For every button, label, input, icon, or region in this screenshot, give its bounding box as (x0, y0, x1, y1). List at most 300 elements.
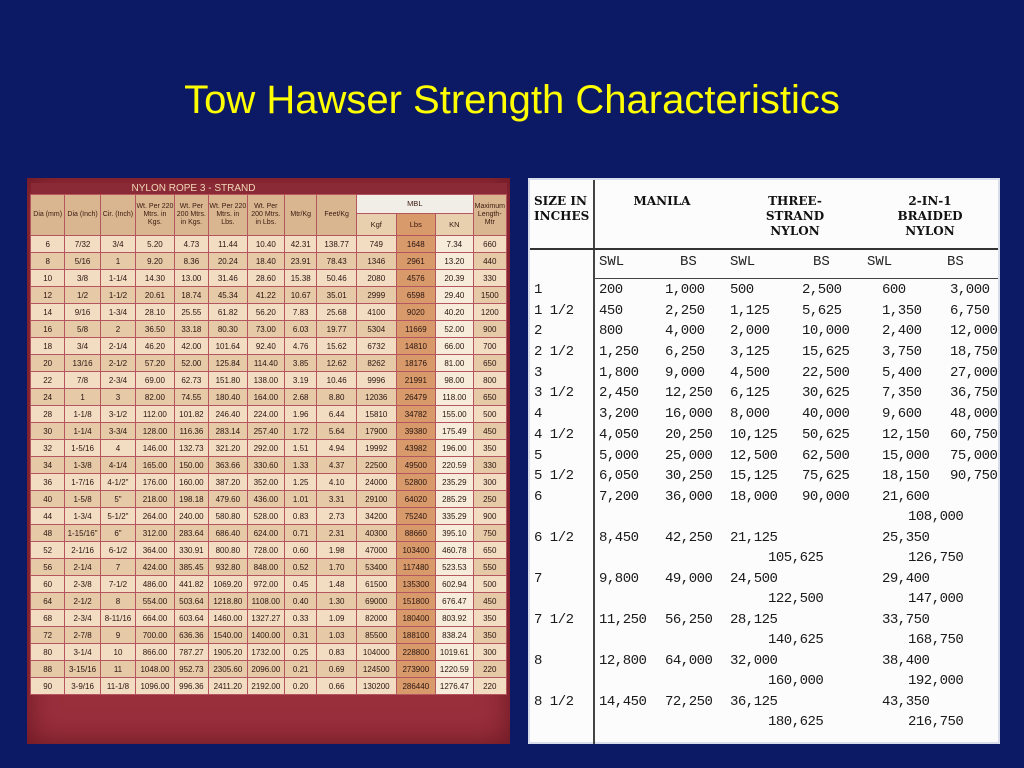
mbl-sub-header: Kgf (356, 214, 396, 236)
table-cell: 135300 (396, 576, 436, 593)
value-cell: 7,350 (882, 385, 922, 402)
value-cell: 12,250 (665, 385, 713, 402)
table-cell: 138.77 (317, 236, 357, 253)
table-cell: 4-1/4 (100, 457, 135, 474)
value-cell: 6,250 (665, 344, 705, 361)
table-cell: 34 (31, 457, 65, 474)
table-cell: 23.91 (285, 253, 317, 270)
table-cell: 686.40 (209, 525, 248, 542)
table-cell: 1.51 (285, 440, 317, 457)
sub-bs: BS (947, 254, 964, 270)
table-cell: 1905.20 (209, 644, 248, 661)
table-cell: 4.76 (285, 338, 317, 355)
table-cell: 1069.20 (209, 576, 248, 593)
table-cell: 3.19 (285, 372, 317, 389)
table-cell: 128.00 (136, 423, 175, 440)
header-manila: MANILA (633, 194, 691, 208)
value-cell: 12,150 (882, 426, 930, 443)
slide-title: Tow Hawser Strength Characteristics (184, 78, 840, 122)
table-cell: 7/32 (65, 236, 100, 253)
table-cell: 20.24 (209, 253, 248, 270)
sub-bs: BS (813, 254, 830, 270)
table-cell: 36.50 (136, 321, 175, 338)
table-cell: 800.80 (209, 542, 248, 559)
table-cell: 15.62 (317, 338, 357, 355)
size-cell: 2 (534, 323, 542, 340)
table-row (31, 355, 507, 372)
sub-swl: SWL (730, 254, 756, 270)
table-cell: 220 (473, 661, 506, 678)
table-cell: 3-9/16 (65, 678, 100, 695)
value-cell: 108,000 (908, 508, 964, 525)
table-cell: 364.00 (136, 542, 175, 559)
table-cell: 550 (473, 559, 506, 576)
table-cell: 952.73 (174, 661, 208, 678)
value-cell: 27,000 (950, 364, 998, 381)
table-cell: 6-1/2 (100, 542, 135, 559)
table-cell: 1019.61 (436, 644, 473, 661)
value-cell: 18,150 (882, 468, 930, 485)
table-row (31, 457, 507, 474)
value-cell: 11,250 (599, 611, 647, 628)
table-cell: 24 (31, 389, 65, 406)
table-cell: 13.20 (436, 253, 473, 270)
table-cell: 78.43 (317, 253, 357, 270)
table-cell: 4 (100, 440, 135, 457)
table-cell: 104000 (356, 644, 396, 661)
table-cell: 125.84 (209, 355, 248, 372)
value-cell: 4,050 (599, 426, 639, 443)
table-cell: 330.60 (247, 457, 284, 474)
table-cell: 4.73 (174, 236, 208, 253)
table-cell: 10.40 (247, 236, 284, 253)
value-cell: 36,000 (665, 488, 713, 505)
table-cell: 2411.20 (209, 678, 248, 695)
table-row (31, 593, 507, 610)
value-cell: 72,250 (665, 693, 713, 710)
table-cell: 72 (31, 627, 65, 644)
table-cell: 18.74 (174, 287, 208, 304)
table-cell: 11.44 (209, 236, 248, 253)
table-cell: 48 (31, 525, 65, 542)
table-cell: 14.30 (136, 270, 175, 287)
table-cell: 3/8 (65, 270, 100, 287)
value-cell: 192,000 (908, 672, 964, 689)
table-row (530, 301, 998, 322)
table-cell: 8 (100, 593, 135, 610)
table-cell: 728.00 (247, 542, 284, 559)
table-cell: 350 (473, 627, 506, 644)
value-cell: 15,625 (802, 344, 850, 361)
table-cell: 40300 (356, 525, 396, 542)
table-row (31, 423, 507, 440)
table-cell: 3/4 (100, 236, 135, 253)
header-three-strand-nylon: THREE-STRAND NYLON (765, 194, 825, 238)
table-cell: 1-3/4 (65, 508, 100, 525)
table-cell: 41.22 (247, 287, 284, 304)
table-cell: 996.36 (174, 678, 208, 695)
table-cell: 1.33 (285, 457, 317, 474)
table-cell: 1048.00 (136, 661, 175, 678)
table-row (31, 406, 507, 423)
col-header: Maximum Length-Mtr (473, 195, 506, 236)
table-cell: 700.00 (136, 627, 175, 644)
header-braided-nylon: 2-IN-1 BRAIDED NYLON (897, 194, 963, 238)
table-row (31, 610, 507, 627)
value-cell: 38,400 (882, 652, 930, 669)
table-cell: 8262 (356, 355, 396, 372)
value-cell: 4,500 (730, 364, 770, 381)
table-cell: 285.29 (436, 491, 473, 508)
table-cell: 500 (473, 406, 506, 423)
table-row (530, 425, 998, 446)
value-cell: 600 (882, 282, 906, 298)
table-cell: 19992 (356, 440, 396, 457)
table-cell: 34782 (396, 406, 436, 423)
table-cell: 972.00 (247, 576, 284, 593)
value-cell: 36,125 (730, 693, 778, 710)
table-cell: 4576 (396, 270, 436, 287)
table-cell: 12036 (356, 389, 396, 406)
table-cell: 64 (31, 593, 65, 610)
value-cell: 450 (599, 302, 623, 319)
table-cell: 10.67 (285, 287, 317, 304)
table-cell: 176.00 (136, 474, 175, 491)
table-cell: 1327.27 (247, 610, 284, 627)
right-table-subheader (595, 248, 998, 279)
table-cell: 9020 (396, 304, 436, 321)
value-cell: 800 (599, 323, 623, 340)
table-cell: 61500 (356, 576, 396, 593)
table-cell: 26479 (396, 389, 436, 406)
value-cell: 5,625 (802, 302, 842, 319)
table-cell: 650 (473, 389, 506, 406)
table-cell: 7 (100, 559, 135, 576)
table-cell: 2-3/8 (65, 576, 100, 593)
value-cell: 36,750 (950, 385, 998, 402)
table-cell: 10.46 (317, 372, 357, 389)
value-cell: 22,500 (802, 364, 850, 381)
table-cell: 1.09 (317, 610, 357, 627)
table-row (31, 304, 507, 321)
table-cell: 283.64 (174, 525, 208, 542)
value-cell: 5,400 (882, 364, 922, 381)
table-cell: 0.31 (285, 627, 317, 644)
value-cell: 8,000 (730, 406, 770, 423)
table-cell: 69.00 (136, 372, 175, 389)
value-cell: 25,350 (882, 529, 930, 546)
table-cell: 5" (100, 491, 135, 508)
table-cell: 60 (31, 576, 65, 593)
size-cell: 5 (534, 447, 542, 464)
table-cell: 29100 (356, 491, 396, 508)
table-cell: 3-3/4 (100, 423, 135, 440)
value-cell: 43,350 (882, 693, 930, 710)
table-cell: 40 (31, 491, 65, 508)
table-cell: 5304 (356, 321, 396, 338)
table-row (31, 440, 507, 457)
table-cell: 188100 (396, 627, 436, 644)
table-cell: 11669 (396, 321, 436, 338)
table-cell: 9996 (356, 372, 396, 389)
value-cell: 200 (599, 282, 623, 298)
table-cell: 196.00 (436, 440, 473, 457)
table-row (31, 253, 507, 270)
value-cell: 29,400 (882, 570, 930, 587)
table-cell: 1 (100, 253, 135, 270)
table-cell: 3.85 (285, 355, 317, 372)
table-cell: 1.03 (317, 627, 357, 644)
table-cell: 1.72 (285, 423, 317, 440)
table-cell: 90 (31, 678, 65, 695)
table-cell: 450 (473, 593, 506, 610)
table-cell: 101.64 (209, 338, 248, 355)
table-cell: 75240 (396, 508, 436, 525)
table-cell: 1-1/4 (65, 423, 100, 440)
value-cell: 6,125 (730, 385, 770, 402)
table-cell: 3.31 (317, 491, 357, 508)
value-cell: 75,000 (950, 447, 998, 464)
table-row (530, 383, 998, 404)
table-row (530, 446, 998, 467)
table-cell: 22 (31, 372, 65, 389)
table-cell: 479.60 (209, 491, 248, 508)
value-cell: 140,625 (768, 631, 824, 648)
table-cell: 218.00 (136, 491, 175, 508)
table-cell: 3-15/16 (65, 661, 100, 678)
table-cell: 8.80 (317, 389, 357, 406)
mbl-sub-header: Lbs (396, 214, 436, 236)
table-cell: 4.10 (317, 474, 357, 491)
table-cell: 52.00 (436, 321, 473, 338)
table-cell: 20.39 (436, 270, 473, 287)
value-cell: 12,800 (599, 652, 647, 669)
table-cell: 1500 (473, 287, 506, 304)
table-cell: 750 (473, 525, 506, 542)
value-cell: 24,500 (730, 570, 778, 587)
table-cell: 283.14 (209, 423, 248, 440)
table-cell: 180.40 (209, 389, 248, 406)
value-cell: 48,000 (950, 406, 998, 423)
table-cell: 6732 (356, 338, 396, 355)
table-cell: 1.01 (285, 491, 317, 508)
table-cell: 220.59 (436, 457, 473, 474)
value-cell: 42,250 (665, 529, 713, 546)
table-cell: 24000 (356, 474, 396, 491)
table-cell: 330 (473, 270, 506, 287)
value-cell: 105,625 (768, 549, 824, 566)
table-cell: 330.91 (174, 542, 208, 559)
table-cell: 34200 (356, 508, 396, 525)
table-row (530, 466, 998, 487)
table-cell: 387.20 (209, 474, 248, 491)
sub-swl: SWL (867, 254, 893, 270)
table-cell: 13.00 (174, 270, 208, 287)
table-row (31, 559, 507, 576)
table-cell: 98.00 (436, 372, 473, 389)
table-cell: 250 (473, 491, 506, 508)
table-cell: 18 (31, 338, 65, 355)
size-cell: 2 1/2 (534, 344, 574, 361)
table-cell: 9/16 (65, 304, 100, 321)
value-cell: 90,000 (802, 488, 850, 505)
table-row (31, 542, 507, 559)
table-row (31, 389, 507, 406)
value-cell: 15,000 (882, 447, 930, 464)
size-cell: 3 1/2 (534, 385, 574, 402)
table-cell: 866.00 (136, 644, 175, 661)
right-table-body (530, 280, 998, 730)
table-cell: 12 (31, 287, 65, 304)
value-cell: 21,125 (730, 529, 778, 546)
table-cell: 68 (31, 610, 65, 627)
table-cell: 624.00 (247, 525, 284, 542)
table-cell: 56.20 (247, 304, 284, 321)
table-cell: 33.18 (174, 321, 208, 338)
value-cell: 14,450 (599, 693, 647, 710)
col-header: Wt. Per 220 Mtrs. in Lbs. (209, 195, 248, 236)
table-cell: 1400.00 (247, 627, 284, 644)
table-cell: 5.64 (317, 423, 357, 440)
table-cell: 12.62 (317, 355, 357, 372)
value-cell: 21,600 (882, 488, 930, 505)
table-cell: 0.60 (285, 542, 317, 559)
table-cell: 1-5/8 (65, 491, 100, 508)
table-cell: 5/16 (65, 253, 100, 270)
table-cell: 2-1/4 (100, 338, 135, 355)
table-cell: 240.00 (174, 508, 208, 525)
table-cell: 1-1/4 (100, 270, 135, 287)
table-cell: 18176 (396, 355, 436, 372)
table-cell: 257.40 (247, 423, 284, 440)
table-cell: 395.10 (436, 525, 473, 542)
table-cell: 150.00 (174, 457, 208, 474)
table-cell: 10 (31, 270, 65, 287)
table-cell: 1.30 (317, 593, 357, 610)
table-cell: 64020 (396, 491, 436, 508)
value-cell: 5,000 (599, 447, 639, 464)
table-cell: 25.55 (174, 304, 208, 321)
value-cell: 9,600 (882, 406, 922, 423)
table-cell: 32 (31, 440, 65, 457)
table-row (31, 627, 507, 644)
size-cell: 6 (534, 488, 542, 505)
table-cell: 335.29 (436, 508, 473, 525)
table-row (31, 525, 507, 542)
table-cell: 450 (473, 423, 506, 440)
table-cell: 932.80 (209, 559, 248, 576)
size-cell: 4 (534, 406, 542, 423)
header-size: SIZE IN INCHES (534, 194, 590, 223)
size-cell: 3 (534, 364, 542, 381)
table-cell: 352.00 (247, 474, 284, 491)
table-cell: 424.00 (136, 559, 175, 576)
table-cell: 486.00 (136, 576, 175, 593)
table-cell: 2305.60 (209, 661, 248, 678)
table-row (31, 508, 507, 525)
value-cell: 160,000 (768, 672, 824, 689)
size-cell: 8 (534, 652, 542, 669)
table-cell: 45.34 (209, 287, 248, 304)
table-row (530, 487, 998, 528)
table-cell: 6 (31, 236, 65, 253)
table-row (31, 491, 507, 508)
table-cell: 39380 (396, 423, 436, 440)
table-cell: 220 (473, 678, 506, 695)
table-cell: 35.01 (317, 287, 357, 304)
table-cell: 1540.00 (209, 627, 248, 644)
table-row (530, 692, 998, 730)
table-cell: 1.98 (317, 542, 357, 559)
table-cell: 46.20 (136, 338, 175, 355)
table-cell: 130200 (356, 678, 396, 695)
value-cell: 12,500 (730, 447, 778, 464)
table-cell: 180400 (396, 610, 436, 627)
value-cell: 1,125 (730, 302, 770, 319)
table-cell: 2 (100, 321, 135, 338)
value-cell: 9,800 (599, 570, 639, 587)
table-cell: 503.64 (174, 593, 208, 610)
value-cell: 126,750 (908, 549, 964, 566)
table-cell: 700 (473, 338, 506, 355)
value-cell: 20,250 (665, 426, 713, 443)
table-row (31, 270, 507, 287)
table-cell: 73.00 (247, 321, 284, 338)
table-cell: 4100 (356, 304, 396, 321)
table-row (530, 363, 998, 384)
table-cell: 460.78 (436, 542, 473, 559)
value-cell: 2,450 (599, 385, 639, 402)
table-row (31, 287, 507, 304)
table-cell: 1.96 (285, 406, 317, 423)
table-row (31, 474, 507, 491)
table-cell: 330 (473, 457, 506, 474)
table-cell: 2-1/2 (65, 593, 100, 610)
table-cell: 4.37 (317, 457, 357, 474)
table-cell: 900 (473, 321, 506, 338)
table-cell: 363.66 (209, 457, 248, 474)
table-cell: 4-1/2" (100, 474, 135, 491)
table-cell: 7-1/2 (100, 576, 135, 593)
table-cell: 56 (31, 559, 65, 576)
value-cell: 2,400 (882, 323, 922, 340)
table-cell: 5-1/2" (100, 508, 135, 525)
table-cell: 650 (473, 542, 506, 559)
table-cell: 155.00 (436, 406, 473, 423)
table-cell: 92.40 (247, 338, 284, 355)
size-cell: 8 1/2 (534, 693, 574, 710)
value-cell: 2,000 (730, 323, 770, 340)
value-cell: 2,500 (802, 282, 842, 298)
value-cell: 4,000 (665, 323, 705, 340)
value-cell: 1,800 (599, 364, 639, 381)
table-cell: 52800 (396, 474, 436, 491)
table-cell: 8-11/16 (100, 610, 135, 627)
table-cell: 13/16 (65, 355, 100, 372)
table-cell: 151.80 (209, 372, 248, 389)
table-cell: 3 (100, 389, 135, 406)
size-cell: 1 1/2 (534, 302, 574, 319)
table-cell: 1/2 (65, 287, 100, 304)
table-cell: 1-3/4 (100, 304, 135, 321)
table-cell: 52.00 (174, 355, 208, 372)
table-cell: 25.68 (317, 304, 357, 321)
table-row (530, 610, 998, 651)
size-cell: 7 (534, 570, 542, 587)
table-cell: 16 (31, 321, 65, 338)
col-header: Wt. Per 200 Mtrs. in Lbs. (247, 195, 284, 236)
table-cell: 19.77 (317, 321, 357, 338)
